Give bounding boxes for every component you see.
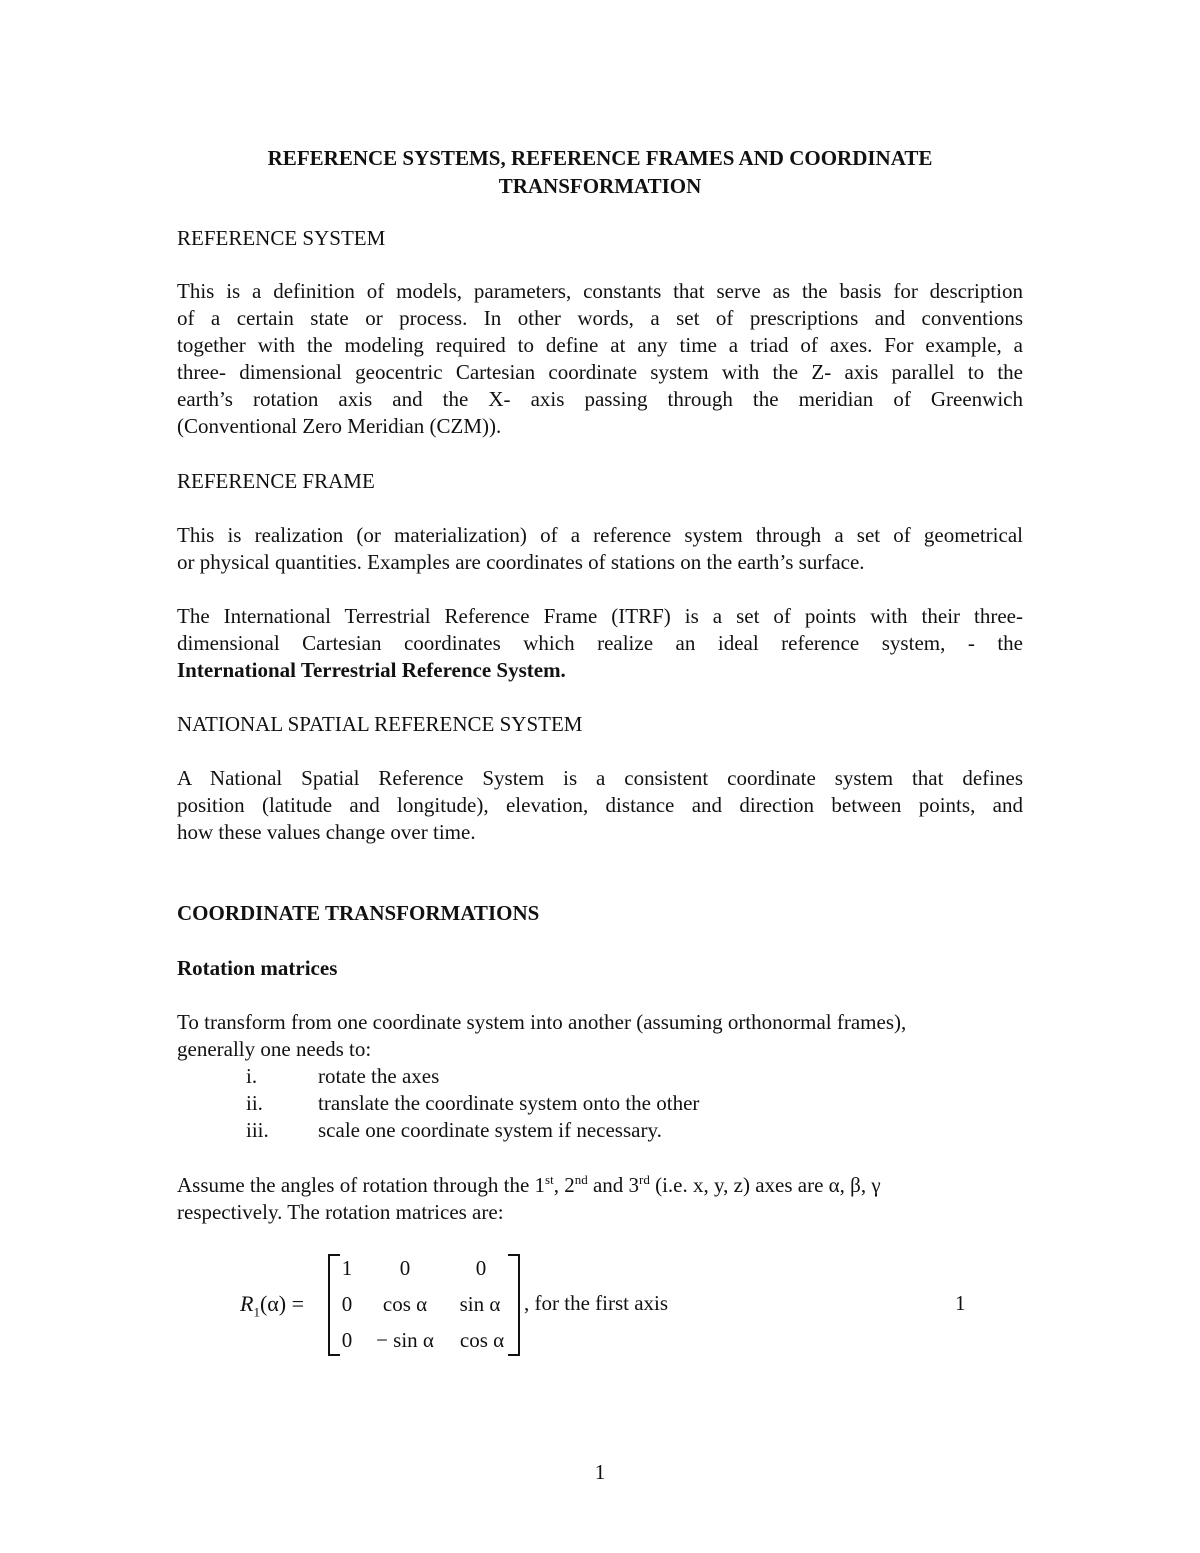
matrix-cell: cos α: [382, 1292, 428, 1316]
intro-line-1: To transform from one coordinate system into another (assuming orthonormal frames),: [177, 1010, 907, 1034]
matrix-cell: cos α: [459, 1328, 505, 1352]
text-line: A National Spatial Reference System is a consistent coordinate system that defines: [177, 766, 1023, 790]
equation-lhs: $R_1(\alpha)$ =: [240, 1291, 305, 1320]
intro-line-2: generally one needs to:: [177, 1037, 372, 1061]
title-line-1: REFERENCE SYSTEMS, REFERENCE FRAMES AND COORDINATE: [267, 146, 933, 170]
heading-reference-frame: REFERENCE FRAME: [177, 469, 375, 493]
document-title: [150, 144, 1050, 200]
page-number: 1: [594, 1460, 606, 1484]
text-line: (Conventional Zero Meridian (CZM)).: [177, 414, 502, 438]
paragraph-national: [177, 765, 1023, 846]
text-line: The International Terrestrial Reference Frame (ITRF) is a set of points with their three-: [177, 604, 1023, 628]
matrix-cell: 0: [341, 1328, 353, 1352]
heading-coordinate-transformations: COORDINATE TRANSFORMATIONS: [177, 901, 540, 925]
step-text: rotate the axes: [318, 1064, 440, 1088]
step-number: iii.: [246, 1118, 269, 1142]
paragraph-reference-frame: [177, 522, 1023, 576]
text-line: or physical quantities. Examples are coordinates of stations on the earth’s surface.: [177, 550, 865, 574]
text-line: This is realization (or materialization) of a reference system through a set of geometrical: [177, 523, 1023, 547]
text-line: position (latitude and longitude), elevation, distance and direction between points, and: [177, 793, 1023, 817]
paragraph-reference-system: [177, 278, 1023, 440]
rotation-matrix-equation: [240, 1250, 1000, 1360]
angles-line-2: respectively. The rotation matrices are:: [177, 1200, 504, 1224]
heading-reference-system: REFERENCE SYSTEM: [177, 226, 386, 250]
text-line: This is a definition of models, parameters, constants that serve as the basis for description: [177, 279, 1023, 303]
text-line: dimensional Cartesian coordinates which realize an ideal reference system, - the: [177, 631, 1023, 655]
itrs-bold-text: International Terrestrial Reference System.: [177, 658, 566, 682]
equation-number: 1: [955, 1291, 966, 1315]
matrix-cell: 0: [341, 1292, 353, 1316]
title-line-2: TRANSFORMATION: [498, 174, 702, 198]
text-line: together with the modeling required to define at any time a triad of axes. For example, a: [177, 333, 1023, 357]
text-line: how these values change over time.: [177, 820, 476, 844]
step-number: i.: [246, 1064, 258, 1088]
step-text: scale one coordinate system if necessary.: [318, 1118, 662, 1142]
matrix-cell: sin α: [459, 1292, 501, 1316]
step-text: translate the coordinate system onto the other: [318, 1091, 700, 1115]
text-line: three- dimensional geocentric Cartesian coordinate system with the Z- axis parallel to the: [177, 360, 1023, 384]
matrix-cell: 0: [475, 1256, 487, 1280]
text-line: of a certain state or process. In other words, a set of prescriptions and conventions: [177, 306, 1023, 330]
equation-suffix: , for the first axis: [524, 1291, 669, 1315]
heading-national-spatial-reference-system: NATIONAL SPATIAL REFERENCE SYSTEM: [177, 712, 583, 736]
text-line: earth’s rotation axis and the X- axis passing through the meridian of Greenwich: [177, 387, 1023, 411]
angles-line: Assume the angles of rotation through the 1st, 2nd and 3rd (i.e. x, y, z) axes are α, β, γ: [177, 1172, 881, 1197]
matrix-cell: 0: [399, 1256, 411, 1280]
paragraph-itrf: [177, 603, 1023, 684]
step-number: ii.: [246, 1091, 263, 1115]
matrix-cell: 1: [341, 1256, 353, 1280]
matrix-cell: − sin α: [376, 1328, 434, 1352]
subheading-rotation-matrices: Rotation matrices: [177, 956, 338, 980]
